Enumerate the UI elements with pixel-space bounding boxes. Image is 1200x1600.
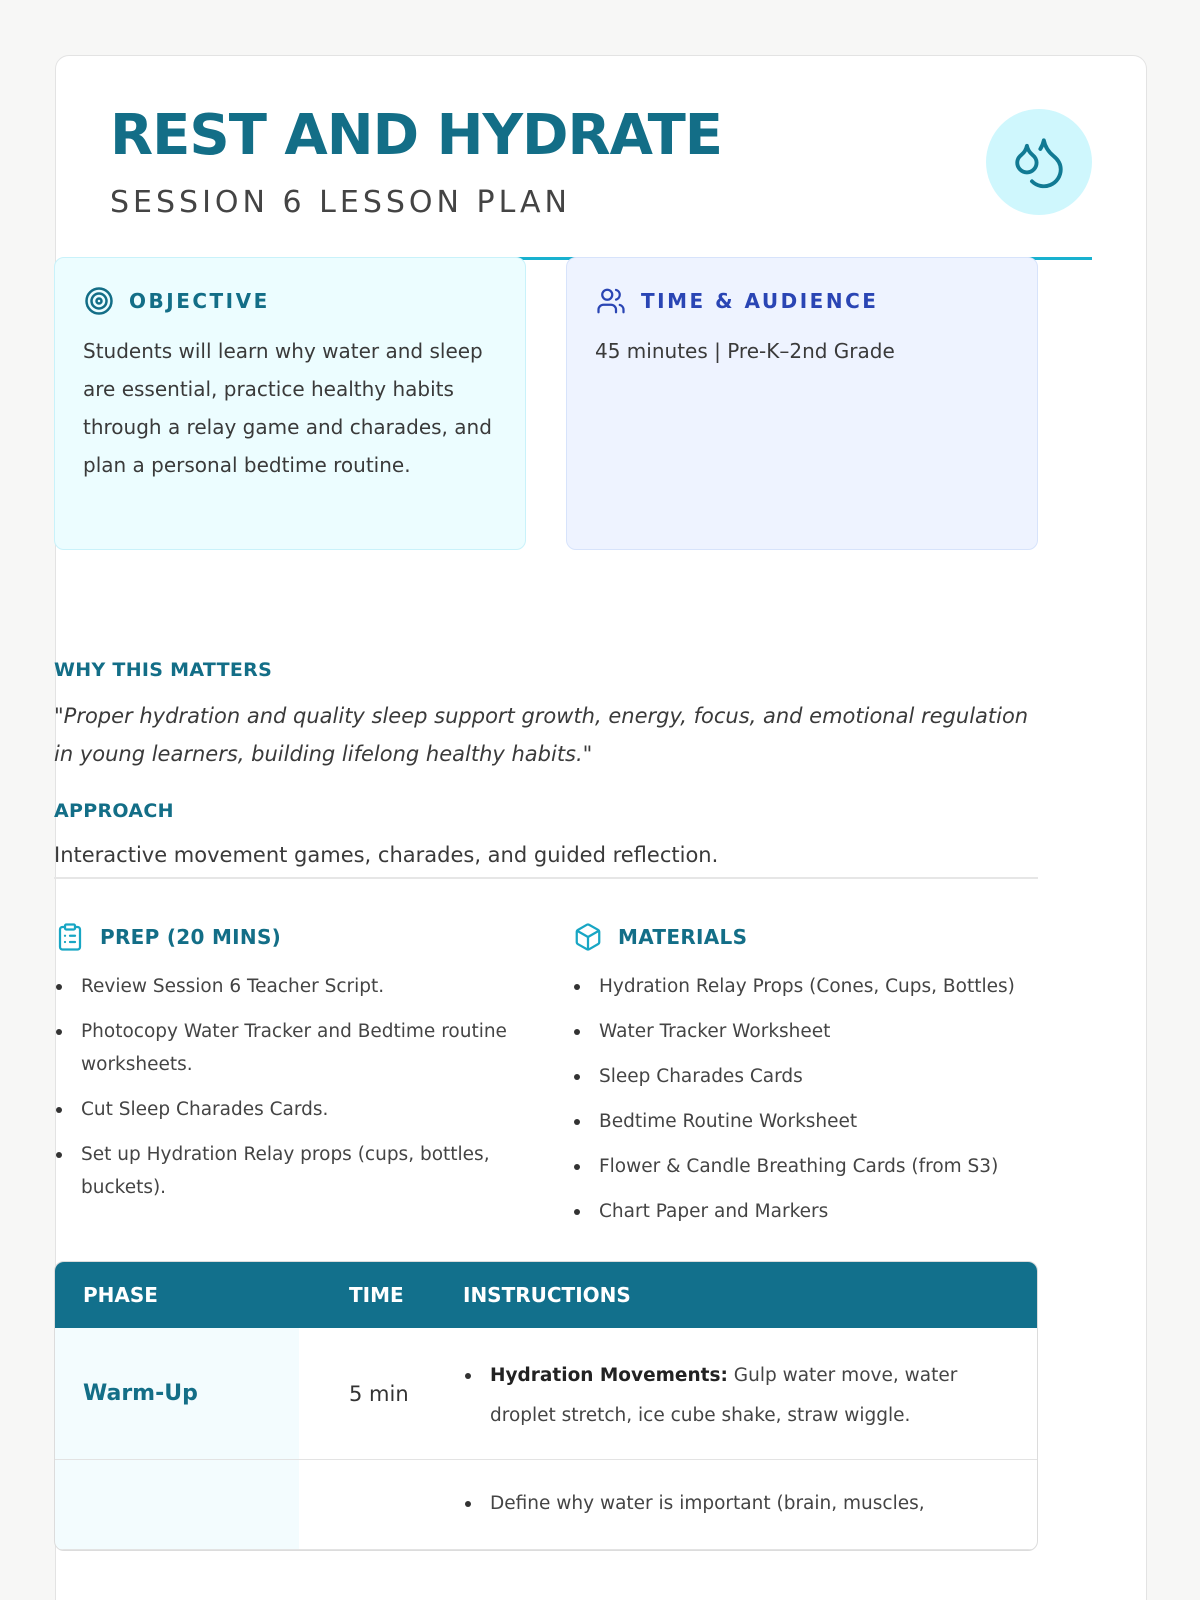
objective-card <box>54 257 526 550</box>
time-cell <box>299 1460 463 1549</box>
list-item: Define why water is important (brain, muscles, <box>463 1484 997 1524</box>
target-icon <box>83 285 115 317</box>
phase-cell <box>55 1460 299 1549</box>
page-title: REST AND HYDRATE <box>110 103 723 168</box>
instructions-cell <box>463 1460 1037 1549</box>
time-cell: 5 min <box>349 1381 409 1406</box>
prep-section <box>54 920 514 1216</box>
list-item: Water Tracker Worksheet <box>572 1015 1038 1048</box>
list-item: Hydration Relay Props (Cones, Cups, Bottles) <box>572 970 1038 1003</box>
list-item: Set up Hydration Relay props (cups, bottles, buckets). <box>54 1138 514 1204</box>
why-quote: "Proper hydration and quality sleep support growth, energy, focus, and emotional regulation in young learners, building lifelong healthy habits." <box>54 704 1029 766</box>
objective-text: Students will learn why water and sleep are essential, practice healthy habits through a relay game and charades, and plan a personal bedtime routine. <box>83 339 492 477</box>
header-time: TIME <box>349 1283 404 1307</box>
users-icon <box>595 285 627 317</box>
section-divider <box>54 877 1038 879</box>
time-audience-card <box>566 257 1038 550</box>
header-phase: PHASE <box>83 1283 158 1307</box>
approach-text: Interactive movement games, charades, and guided reflection. <box>54 843 719 867</box>
header <box>110 56 1092 260</box>
list-item: Chart Paper and Markers <box>572 1195 1038 1228</box>
instruction-text: Gulp water move, water droplet stretch, ice cube shake, straw wiggle. <box>490 1365 958 1426</box>
table-row <box>55 1460 1037 1550</box>
list-item: Bedtime Routine Worksheet <box>572 1105 1038 1138</box>
list-item: Flower & Candle Breathing Cards (from S3) <box>572 1150 1038 1183</box>
box-icon <box>572 920 604 954</box>
list-item: Photocopy Water Tracker and Bedtime routine worksheets. <box>54 1015 514 1081</box>
why-heading: WHY THIS MATTERS <box>54 659 273 681</box>
water-drops-icon <box>986 109 1092 215</box>
page-subtitle: SESSION 6 LESSON PLAN <box>110 185 571 220</box>
schedule-table <box>54 1261 1038 1551</box>
clipboard-icon <box>54 920 86 954</box>
header-instructions: INSTRUCTIONS <box>463 1283 631 1307</box>
list-item: Cut Sleep Charades Cards. <box>54 1093 514 1126</box>
prep-list <box>54 970 514 1204</box>
list-item <box>463 1356 997 1436</box>
materials-heading: MATERIALS <box>618 925 748 949</box>
approach-heading: APPROACH <box>54 800 174 822</box>
prep-heading: PREP (20 MINS) <box>100 925 282 949</box>
table-header <box>55 1262 1037 1328</box>
instruction-bold: Hydration Movements: <box>490 1365 728 1386</box>
list-item: Review Session 6 Teacher Script. <box>54 970 514 1003</box>
materials-list <box>572 970 1038 1228</box>
phase-cell: Warm-Up <box>55 1328 299 1459</box>
time-audience-text: 45 minutes | Pre-K–2nd Grade <box>595 339 895 363</box>
time-audience-label: TIME & AUDIENCE <box>641 289 879 313</box>
list-item: Sleep Charades Cards <box>572 1060 1038 1093</box>
table-row <box>55 1328 1037 1460</box>
materials-section <box>572 920 1038 1240</box>
instructions-cell <box>463 1328 1037 1459</box>
objective-label: OBJECTIVE <box>129 289 270 313</box>
info-cards <box>54 257 1038 550</box>
